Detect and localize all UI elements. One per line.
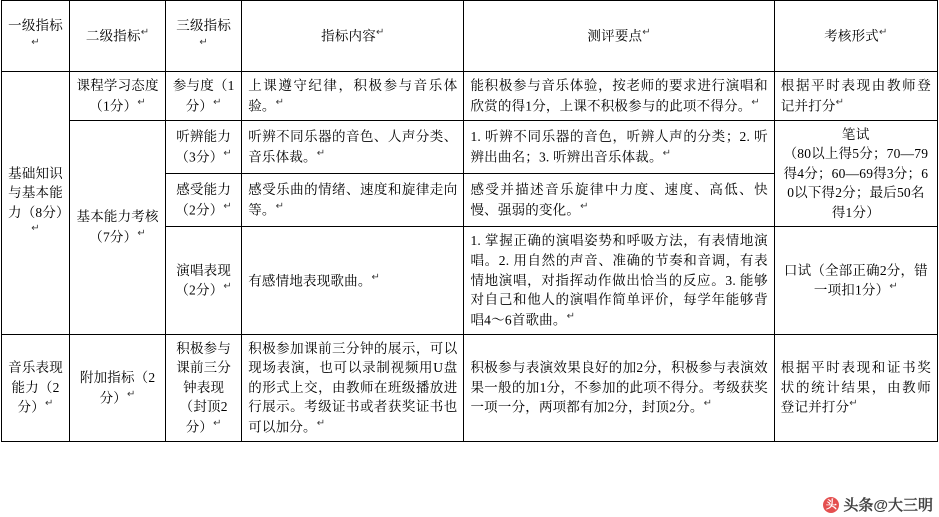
form-cell-participation: 根据平时表现由教师登记并打分↵ [774,72,937,121]
level2-cell-additional: 附加指标（2分）↵ [70,334,166,441]
points-cell-listening: 1. 听辨不同乐器的音色，听辨人声的分类；2. 听辨出曲名；3. 听辨出音乐体裁。↵ [464,120,774,173]
content-cell-three-minutes: 积极参加课前三分钟的展示，可以现场表演，也可以录制视频用U盘的形式上交，由教师在班级播放进行展示。考级证书或者获奖证书也可以加分。↵ [242,334,464,441]
toutiao-icon: 头 [823,497,839,513]
points-cell-perception: 感受并描述音乐旋律中力度、速度、高低、快慢、强弱的变化。↵ [464,174,774,227]
header-level1: 一级指标 ↵ [2,1,70,72]
table-header-row [2,1,938,72]
points-cell-singing: 1. 掌握正确的演唱姿势和呼吸方法，有表情地演唱。2. 用自然的声音、准确的节奏和音调，有表情地演唱，对指挥动作做出恰当的反应。3. 能够对自己和他人的演唱作简单评价，每学年能够背唱4～6首歌曲。↵ [464,227,774,334]
level1-cell-performance: 音乐表现能力（2分）↵ [2,334,70,441]
level3-cell-participation: 参与度（1分）↵ [166,72,242,121]
form-cell-three-minutes: 根据平时表现和证书奖状的统计结果，由教师登记并打分↵ [774,334,937,441]
form-cell-oral-exam: 口试（全部正确2分，错一项扣1分）↵ [774,227,937,334]
header-points: 测评要点↵ [464,1,774,72]
table-row [2,120,938,173]
form-exam-title: 笔试 [841,126,870,142]
level3-cell-three-minutes: 积极参与课前三分钟表现（封顶2分）↵ [166,334,242,441]
points-cell-participation: 能积极参与音乐体验，按老师的要求进行演唱和欣赏的得1分，上课不积极参与的此项不得分。↵ [464,72,774,121]
content-cell-participation: 上课遵守纪律，积极参与音乐体验。↵ [242,72,464,121]
header-level2: 二级指标↵ [70,1,166,72]
content-cell-listening: 听辨不同乐器的音色、人声分类、音乐体裁。↵ [242,120,464,173]
points-cell-three-minutes: 积极参与表演效果良好的加2分，积极参与表演效果一般的加1分，不参加的此项不得分。考级获奖一项一分，两项都有加2分，封顶2分。↵ [464,334,774,441]
content-cell-singing: 有感情地表现歌曲。↵ [242,227,464,334]
header-level3: 三级指标↵ [166,1,242,72]
level3-cell-listening: 听辨能力（3分）↵ [166,120,242,173]
header-form: 考核形式↵ [774,1,937,72]
evaluation-table [1,0,938,442]
level1-cell-basic: 基础知识与基本能力（8分）↵ [2,72,70,335]
header-content: 指标内容↵ [242,1,464,72]
level3-cell-singing: 演唱表现（2分）↵ [166,227,242,334]
level2-cell-attitude: 课程学习态度（1分）↵ [70,72,166,121]
level3-cell-perception: 感受能力（2分）↵ [166,174,242,227]
level2-cell-basic-ability: 基本能力考核（7分）↵ [70,120,166,334]
form-cell-written-exam [774,120,937,227]
form-exam-detail: （80以上得5分；70—79得4分；60—69得3分；60以下得2分；最后50名得1分） [783,146,929,220]
watermark-text: 头条@大三明 [843,497,933,514]
table-row [2,72,938,121]
watermark [823,494,933,515]
content-cell-perception: 感受乐曲的情绪、速度和旋律走向等。↵ [242,174,464,227]
table-row [2,334,938,441]
